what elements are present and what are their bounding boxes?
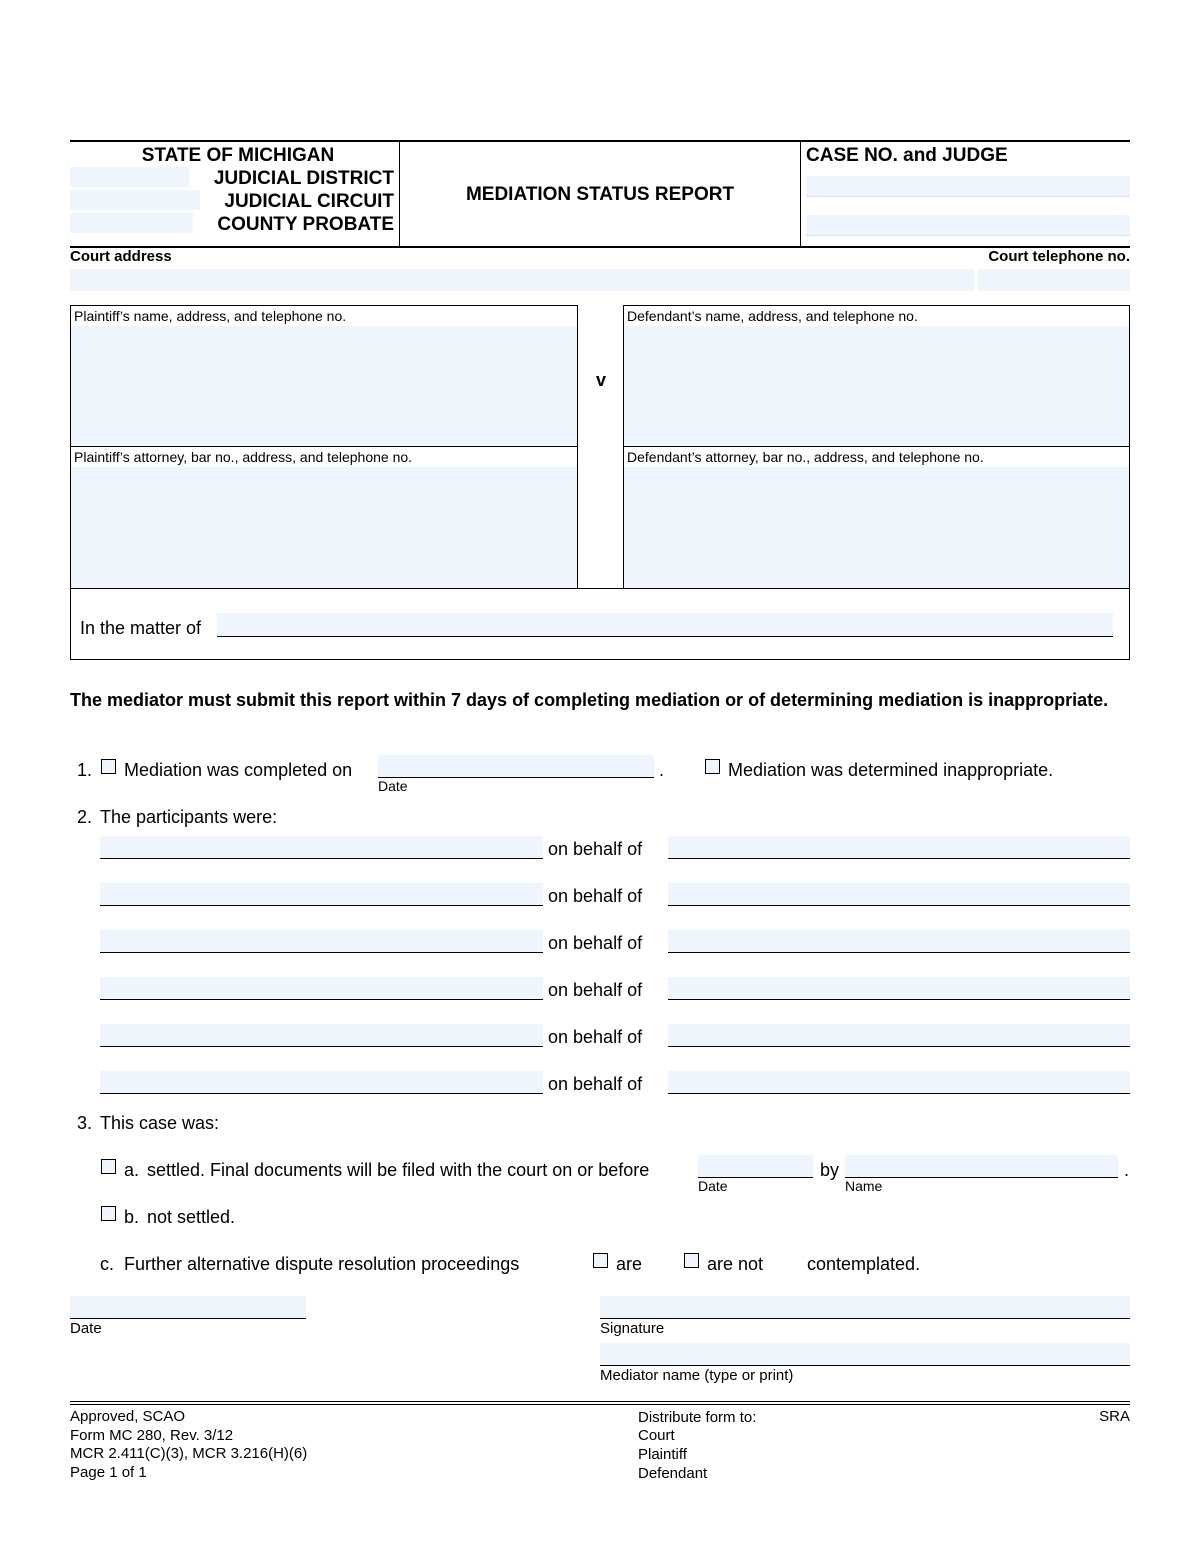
matter-field[interactable] (217, 613, 1113, 637)
court-telephone-label: Court telephone no. (988, 248, 1130, 265)
on-behalf-of-label: on behalf of (548, 886, 643, 906)
on-behalf-of-label: on behalf of (548, 839, 643, 859)
settled-checkbox[interactable] (101, 1159, 116, 1174)
plaintiff-box-divider (70, 446, 578, 447)
participant-party-field[interactable] (668, 836, 1130, 859)
item2-number: 2. (77, 807, 93, 827)
mediation-date-caption: Date (378, 778, 408, 794)
case-no-judge-label: CASE NO. and JUDGE (806, 145, 1008, 166)
participant-party-field[interactable] (668, 1024, 1130, 1047)
signature-field[interactable] (600, 1296, 1130, 1319)
settled-name-caption: Name (845, 1178, 883, 1194)
footer-code: SRA (1099, 1408, 1130, 1425)
state-heading: STATE OF MICHIGAN (141, 145, 335, 166)
adr-are-not-label: are not (707, 1254, 764, 1274)
mediator-name-field[interactable] (600, 1343, 1130, 1366)
mediation-inappropriate-checkbox[interactable] (705, 759, 720, 774)
header-divider-right (800, 142, 801, 248)
adr-are-label: are (616, 1254, 643, 1274)
participant-name-field[interactable] (100, 1024, 543, 1047)
header-bottom-rule (70, 246, 1130, 248)
on-behalf-of-label: on behalf of (548, 933, 643, 953)
settled-letter: a. (124, 1160, 140, 1180)
matter-label: In the matter of (80, 618, 202, 638)
participant-party-field[interactable] (668, 1071, 1130, 1094)
signature-caption: Signature (600, 1320, 665, 1337)
participant-name-field[interactable] (100, 836, 543, 859)
on-behalf-of-label: on behalf of (548, 980, 643, 1000)
footer-form: Form MC 280, Rev. 3/12 (70, 1427, 234, 1444)
item1-number: 1. (77, 760, 93, 780)
mediation-inappropriate-label: Mediation was determined inappropriate. (728, 760, 1054, 780)
footer-page: Page 1 of 1 (70, 1464, 147, 1481)
mediator-name-caption: Mediator name (type or print) (600, 1367, 794, 1384)
court-telephone-field[interactable] (978, 269, 1130, 291)
case-was-label: This case was: (100, 1113, 220, 1133)
on-behalf-of-label: on behalf of (548, 1027, 643, 1047)
defendant-field[interactable] (624, 326, 1129, 445)
court-address-field[interactable] (70, 269, 974, 291)
judicial-district-label: JUDICIAL DISTRICT (213, 168, 394, 189)
settled-name-field[interactable] (845, 1155, 1118, 1178)
form-title: MEDIATION STATUS REPORT (465, 184, 735, 205)
plaintiff-label: Plaintiff’s name, address, and telephone no. (74, 308, 347, 324)
court-address-label: Court address (70, 248, 172, 265)
judicial-circuit-label: JUDICIAL CIRCUIT (224, 191, 394, 212)
participants-label: The participants were: (100, 807, 278, 827)
footer-rule (70, 1401, 1130, 1405)
mediation-date-field[interactable] (378, 755, 654, 778)
defendant-attorney-label: Defendant’s attorney, bar no., address, and telephone no. (627, 449, 984, 465)
settled-date-caption: Date (698, 1178, 728, 1194)
participant-name-field[interactable] (100, 883, 543, 906)
case-number-field[interactable] (806, 176, 1130, 197)
settled-date-field[interactable] (698, 1155, 813, 1178)
participant-party-field[interactable] (668, 883, 1130, 906)
judge-field[interactable] (806, 215, 1130, 236)
footer-plaintiff: Plaintiff (638, 1446, 687, 1463)
item1-period: . (659, 760, 665, 780)
judicial-district-field[interactable] (70, 167, 189, 187)
not-settled-letter: b. (124, 1207, 140, 1227)
footer-mcr: MCR 2.411(C)(3), MCR 3.216(H)(6) (70, 1445, 308, 1462)
plaintiff-field[interactable] (71, 326, 577, 445)
county-probate-field[interactable] (70, 213, 193, 233)
signature-date-caption: Date (70, 1320, 102, 1337)
plaintiff-attorney-field[interactable] (71, 467, 577, 588)
versus-label: v (595, 370, 606, 390)
participant-party-field[interactable] (668, 977, 1130, 1000)
footer-court: Court (638, 1427, 675, 1444)
plaintiff-attorney-label: Plaintiff’s attorney, bar no., address, and telephone no. (74, 449, 413, 465)
signature-date-field[interactable] (70, 1296, 306, 1319)
settled-period: . (1124, 1160, 1130, 1180)
not-settled-checkbox[interactable] (101, 1206, 116, 1221)
item3-number: 3. (77, 1113, 93, 1133)
footer-distribute: Distribute form to: (638, 1409, 757, 1426)
judicial-circuit-field[interactable] (70, 190, 200, 210)
adr-are-checkbox[interactable] (593, 1253, 608, 1268)
settled-label: settled. Final documents will be filed with the court on or before (147, 1160, 650, 1180)
footer-approved: Approved, SCAO (70, 1408, 186, 1425)
county-probate-label: COUNTY PROBATE (217, 214, 394, 235)
defendant-label: Defendant’s name, address, and telephone no. (627, 308, 918, 324)
adr-are-not-checkbox[interactable] (684, 1253, 699, 1268)
header-top-rule (70, 140, 1130, 142)
defendant-attorney-field[interactable] (624, 467, 1129, 588)
participant-name-field[interactable] (100, 977, 543, 1000)
adr-label: Further alternative dispute resolution proceedings (124, 1254, 520, 1274)
settled-by-label: by (820, 1160, 840, 1180)
participant-name-field[interactable] (100, 930, 543, 953)
defendant-box-divider (623, 446, 1130, 447)
participant-party-field[interactable] (668, 930, 1130, 953)
adr-letter: c. (100, 1254, 115, 1274)
participant-name-field[interactable] (100, 1071, 543, 1094)
adr-contemplated-label: contemplated. (807, 1254, 921, 1274)
mediation-completed-label: Mediation was completed on (124, 760, 353, 780)
instruction-text: The mediator must submit this report within 7 days of completing mediation or of determining mediation is inappropriate. (70, 690, 1109, 710)
footer-defendant: Defendant (638, 1465, 708, 1482)
on-behalf-of-label: on behalf of (548, 1074, 643, 1094)
mediation-completed-checkbox[interactable] (101, 759, 116, 774)
not-settled-label: not settled. (147, 1207, 236, 1227)
